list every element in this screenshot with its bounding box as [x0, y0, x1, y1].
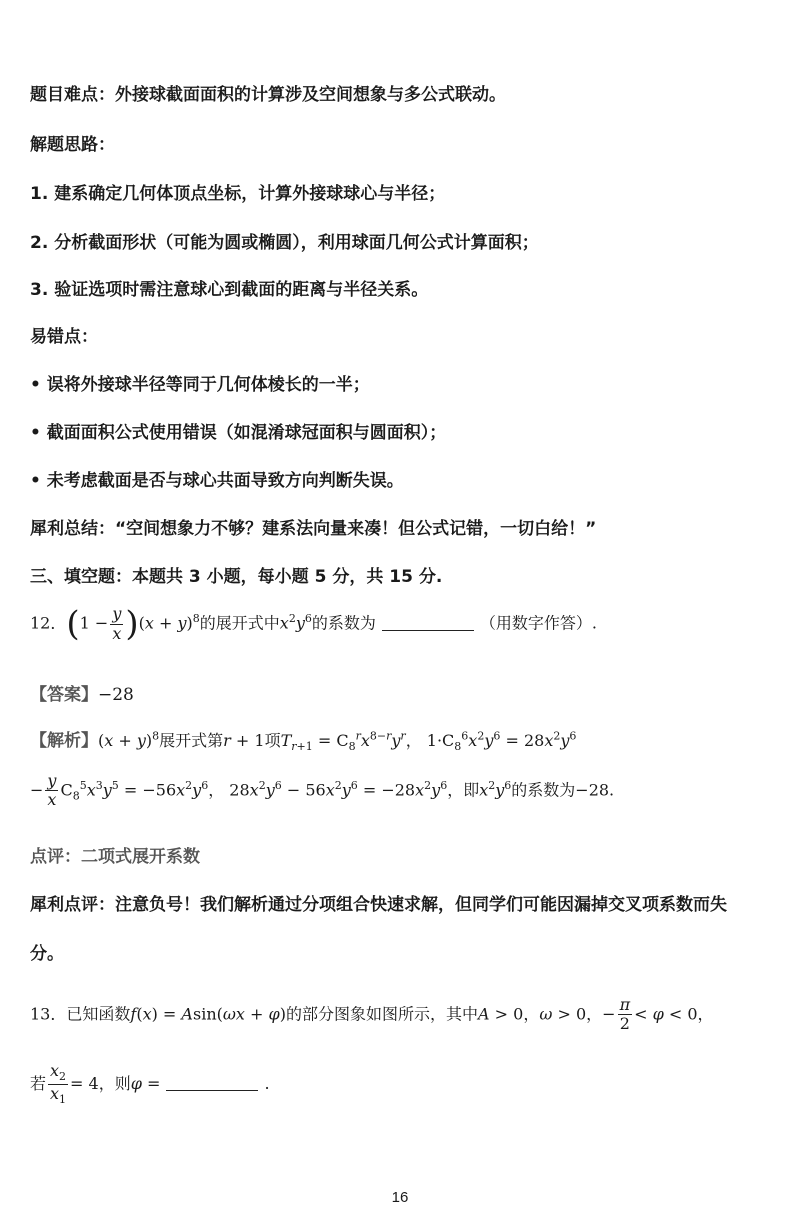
question-number: 12． [30, 613, 67, 633]
answer-blank [166, 1089, 258, 1091]
approach-title: 解题思路： [30, 135, 115, 155]
section-heading: 三、填空题：本题共 3 小题，每小题 5 分，共 15 分. [30, 567, 443, 587]
answer-blank [382, 629, 474, 631]
fraction: $\frac{y}{x}$ [112, 604, 122, 643]
answer-line [30, 680, 780, 705]
analysis-label: 【解析】 [30, 731, 98, 751]
question-number: 13． [30, 1004, 67, 1024]
analysis-line-1: 【解析】$(x + y)^8$展开式第r + 1项$T_{r+1} = C_8^rx^{8-r}y^r$， $1\cdot C_8^6x^2y^6 = 28x^2y^6$ [30, 729, 577, 754]
sharp-comment-line-1: 犀利点评：注意负号！我们解析通过分项组合快速求解，但同学们可能因漏掉交叉项系数而失 [30, 895, 727, 915]
summary-text: 犀利总结：“空间想象力不够？建系法向量来凑！但公式记错，一切白给！” [30, 519, 597, 539]
pitfall-2: • 截面面积公式使用错误（如混淆球冠面积与圆面积）； [30, 423, 447, 443]
pitfalls-title: 易错点： [30, 327, 98, 347]
question-13-line-2: 若 $\frac{x_2}{x_1}$ = 4，则φ = . [30, 1061, 270, 1107]
analysis-line-2: − $\frac{y}{x}$ $C_8^5x^3y^5 = -56x^2y^6$， $28x^2y^6 - 56x^2y^6 = -28x^2y^6$，即$x^2y^6$的系数为−28. [30, 771, 615, 810]
comment-text: 点评：二项式展开系数 [30, 847, 200, 867]
approach-step-3: 3. 验证选项时需注意球心到截面的距离与半径关系。 [30, 280, 429, 300]
sharp-comment-line-2: 分。 [30, 944, 64, 964]
question-12: 12．(1 − $\frac{y}{x}$ )$(x + y)^8$的展开式中$x^2y^6$的系数为 （用数字作答）. [30, 604, 597, 644]
pitfall-1: • 误将外接球半径等同于几何体棱长的一半； [30, 375, 370, 395]
page-number: 16 [391, 1189, 409, 1206]
question-13-line-1: 13．已知函数f(x) = Asin(ωx + φ)的部分图象如图所示，其中A > 0，ω > 0，− $\frac{\pi}{2}$ < φ < 0， [30, 995, 714, 1034]
approach-step-2: 2. 分析截面形状（可能为圆或椭圆），利用球面几何公式计算面积； [30, 233, 539, 253]
difficulty-text: 题目难点：外接球截面面积的计算涉及空间想象与多公式联动。 [30, 85, 506, 105]
answer-value: −28 [98, 685, 134, 705]
approach-step-1: 1. 建系确定几何体顶点坐标，计算外接球球心与半径； [30, 184, 446, 204]
pitfall-3: • 未考虑截面是否与球心共面导致方向判断失误。 [30, 471, 404, 491]
answer-label: 【答案】 [30, 685, 98, 705]
